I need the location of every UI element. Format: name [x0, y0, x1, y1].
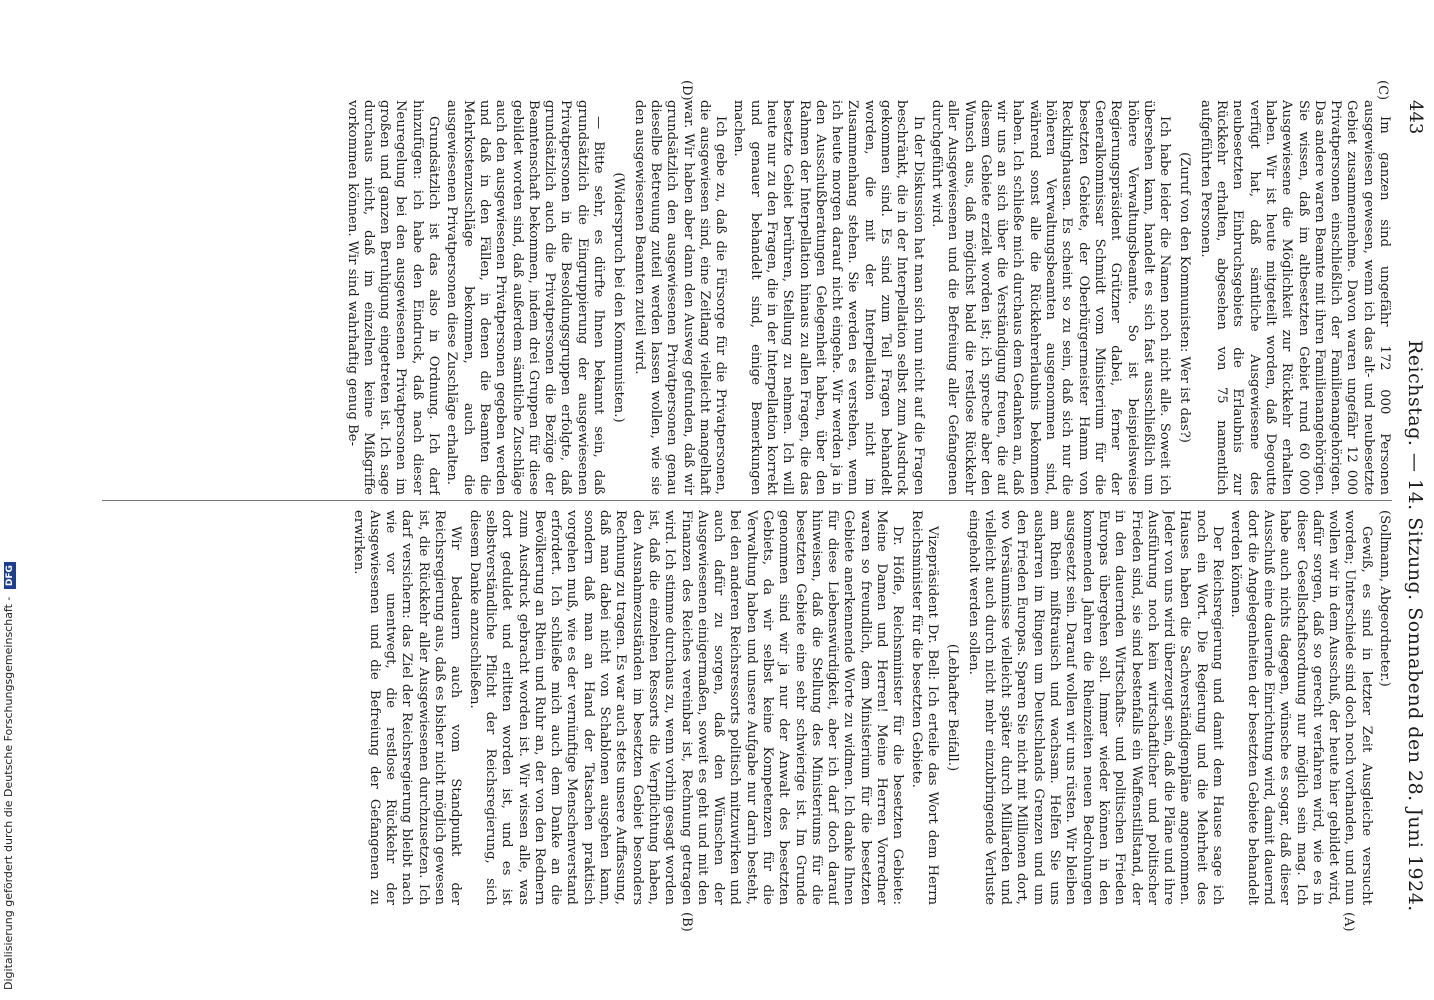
paragraph: Dr. Höfle, Reichsminister für die besetzten Gebiete: Meine Damen und Herren! Meine Herren Vorredner waren so freundlich, dem Ministerium für die besetzten Gebiete anerkennende Worte zu widmen. Ich danke Ihnen für diese Liebenswürdigkeit, aber ich darf doch darauf hinweisen, daß die Stellung des Ministeriums für die besetzten Gebiete eine sehr schwierige ist. Im Grunde genommen sind wir ja nur der Anwalt des besetzten Gebiets, da wir selbst keine Kompetenzen für die Verwaltung haben und unsere Aufgabe nur darin besteht, bei den anderen Reichsressorts politisch mitzuwirken und auch dafür zu sorgen, daß den Wünschen der Ausgewiesenen einigermaßen, soweit es geht und mit den Finanzen des Reiches vereinbar ist, Rechnung getragen wird. Ich stimme durchaus zu, wenn vorhin gesagt worden ist, daß die einzelnen Ressorts die Verpflichtung haben, den Ausnahmezuständen im besetzten Gebiet besonders Rechnung zu tragen. Es war auch stets unsere Auffassung, daß man dabei nicht von Schablonen ausgehen kann, sondern daß man an Hand der Tatsachen praktisch vorgehen muß, wie es der vernünftige Menschenverstand erfordert. Ich schließe mich auch dem Danke an die Bevölkerung an Rhein und Ruhr an, der von den Rednern zum Ausdruck gebracht worden ist. Wir wissen alle, was dort geduldet und erlitten worden ist, und es ist selbstverständliche Pflicht der Reichsregierung, sich diesem Danke anzuschließen. [466, 510, 906, 905]
paragraph: Wir bedauern auch vom Standpunkt der Reichsregierung aus, daß es bisher nicht möglich gewesen ist, die Rückkehr aller Ausgewiesenen durchzusetzen. Ich darf versichern: das Ziel der Reichsregierung bleibt nach wie vor unentwegt, die restlose Rückkehr der Ausgewiesenen und die Befreiung der Gefangenen zu erwirken. [350, 510, 464, 905]
paragraph: Grundsätzlich ist das also in Ordnung. Ich darf hinzufügen: ich habe den Eindruck, daß nach dieser Neuregelung bei den ausgewiesenen Privatpersonen im großen und ganzen Beruhigung eingetreten ist. Ich sage durchaus nicht, daß im einzelnen keine Mißgriffe vorkommen können. Wir sind wahrhaftig genug Be- [344, 100, 442, 495]
page-number: 443 [1405, 100, 1426, 135]
margin-letter-a: (A) [1341, 912, 1356, 932]
column-divider [102, 500, 1392, 501]
paragraph: Ich habe leider die Namen noch nicht alle. Soweit ich übersehen kann, handelt es sich fast ausschließlich um höhere Verwaltungsbeamte. So ist beispielsweise Regierungspräsident Grützner dabei, ferner der Generalkommissar Schmidt vom Ministerium für die besetzten Gebiete, der Oberbürgermeister Hamm von Recklinghausen. Es scheint so zu sein, daß sich nur die höheren Verwaltungsbeamten ausgenommen sind, während sonst alle die Rückkehrerlaubnis bekommen haben. Ich schließe mich durchaus dem Gedanken an, daß wir uns an sich über die Verständigung freuen, die auf diesem Gebiete erzielt worden ist; ich spreche aber den Wunsch aus, daß möglichst bald die restlose Rückkehr aller Ausgewiesenen und die Befreiung aller Gefangenen durchgeführt wird. [928, 100, 1173, 495]
paragraph: Ich gebe zu, daß die Fürsorge für die Privatpersonen, die ausgewiesen sind, eine Zeitlang vielleicht mangelhaft war. Wir haben aber dann den Ausweg gefunden, daß wir grundsätzlich den ausgewiesenen Privatpersonen genau dieselbe Betreuung zuteil werden lassen wollen, wie sie den ausgewiesenen Beamten zuteil wird. [631, 100, 729, 495]
dfg-logo: DFG [4, 562, 16, 589]
speaker-intro: (Sollmann, Abgeordneter.) [1377, 510, 1392, 687]
digitization-credit: Digitalisierung gefördert durch die Deutsche Forschungsgemeinschaft - [2, 596, 15, 990]
interjection: (Zuruf von den Kommunisten: Wer ist das?) [1177, 152, 1193, 443]
right-text-column [102, 100, 1392, 495]
page-title: Reichstag. — 14. Sitzung. Sonnabend den 28. Juni 1924. [1404, 340, 1426, 912]
paragraph: In der Diskussion hat man sich nun nicht auf die Fragen beschränkt, die in der Interpellation selbst zum Ausdruck gekommen sind. Es sind zum Teil Fragen behandelt worden, die mit der Interpellation nicht im Zusammenhang stehen. Sie werden es verstehen, wenn ich heute morgen darauf nicht eingehe. Wir werden ja in den Ausschußberatungen Gelegenheit haben, über den Rahmen der Interpellation hinaus zu allen Fragen, die das besetzte Gebiet berühren, Stellung zu nehmen. Ich will heute nur zu den Fragen, die in der Interpellation korrekt und genauer behandelt sind, einige Bemerkungen machen. [731, 100, 926, 495]
interjection: (Widerspruch bei den Kommunisten.) [611, 172, 627, 423]
page-header [1396, 100, 1426, 916]
footer-credit [2, 0, 20, 1000]
applause-note: (Lebhafter Beifall.) [945, 643, 961, 772]
paragraph: Gewiß, es sind in letzter Zeit Ausgleiche versucht worden; Unterschiede sind doch noch vorhanden, und nun wollen wir in dem Ausschuß, der heute hier gebildet wird, dafür sorgen, daß so gerecht verfahren wird, wie es in dieser Gesellschaftsordnung nur möglich sein mag. Ich habe auch nichts dagegen, wünsche es sogar, daß dieser Ausschuß eine dauernde Einrichtung wird, damit dauernd dort die Angelegenheiten der besetzten Gebiete behandelt werden können. [1228, 510, 1374, 905]
margin-letter-d: (D) [679, 80, 694, 101]
paragraph: Vizepräsident Dr. Bell: Ich erteile das Wort dem Herrn Reichsminister für die besetzten Gebiete. [908, 510, 940, 905]
left-text-column [102, 510, 1392, 905]
paragraph: — Bitte sehr, es dürfte Ihnen bekannt sein, daß grundsätzlich die Eingruppierung der ausgewiesenen Privatpersonen in die Besoldungsgruppen erfolgte, daß grundsätzlich auch die Privatpersonen die Bezüge der Beamtenschaft bekommen, indem drei Gruppen für diese gebildet worden sind, daß außerdem sämtliche Zuschläge auch den ausgewiesenen Privatpersonen gegeben werden und daß in den Fällen, in denen die Beamten die Mehrkostenzuschläge bekommen, auch die ausgewiesenen Privatpersonen diese Zuschläge erhalten. [444, 100, 607, 495]
margin-letter-c: (C) [1375, 80, 1390, 101]
paragraph: Im ganzen sind ungefähr 172 000 Personen ausgewiesen gewesen, wenn ich das alt- und neubesetzte Gebiet zusammennehme. Davon waren ungefähr 12 000 Privatpersonen einschließlich der Familienangehörigen. Das andere waren Beamte mit ihren Familienangehörigen. Sie wissen, daß im altbesetzten Gebiet rund 60 000 Ausgewiesene die Möglichkeit zur Rückkehr erhalten haben. Wir ist heute mitgeteilt worden, daß Degoutte verfügt hat, daß sämtliche Ausgewiesene des neubesetzten Einbruchsgebiets die Erlaubnis zur Rückkehr erhalten, abgesehen von 75 namentlich aufgeführten Personen. [1197, 100, 1392, 495]
margin-letter-b: (B) [679, 912, 694, 932]
paragraph: Der Reichsregierung und damit dem Hause sage ich noch ein Wort. Die Regierung und die Mehrheit des Hauses haben die Sachverständigenpläne angenommen. Jeder von uns wird überzeugt sein, daß die Pläne und ihre Ausführung noch kein wirtschaftlicher und politischer Frieden sind, sie sind bestenfalls ein Waffenstillstand, der in den dauernden Wirtschafts- und politischen Frieden Europas übergehen soll. Immer wieder können in den kommenden Jahren die Rheinzeiten neuen Bedrohungen ausgesetzt sein. Darauf wollen wir uns rüsten. Wir bleiben am Rhein mißtrauisch und wachsam. Helfen Sie uns ausharren im Ringen um Deutschlands Grenzen und um den Frieden Europas. Sparen Sie nicht mit Millionen dort, wo Versäumnisse vielleicht später durch Milliarden und vielleicht auch durch nicht mehr einzubringende Verluste eingeholt werden sollen. [965, 510, 1226, 905]
